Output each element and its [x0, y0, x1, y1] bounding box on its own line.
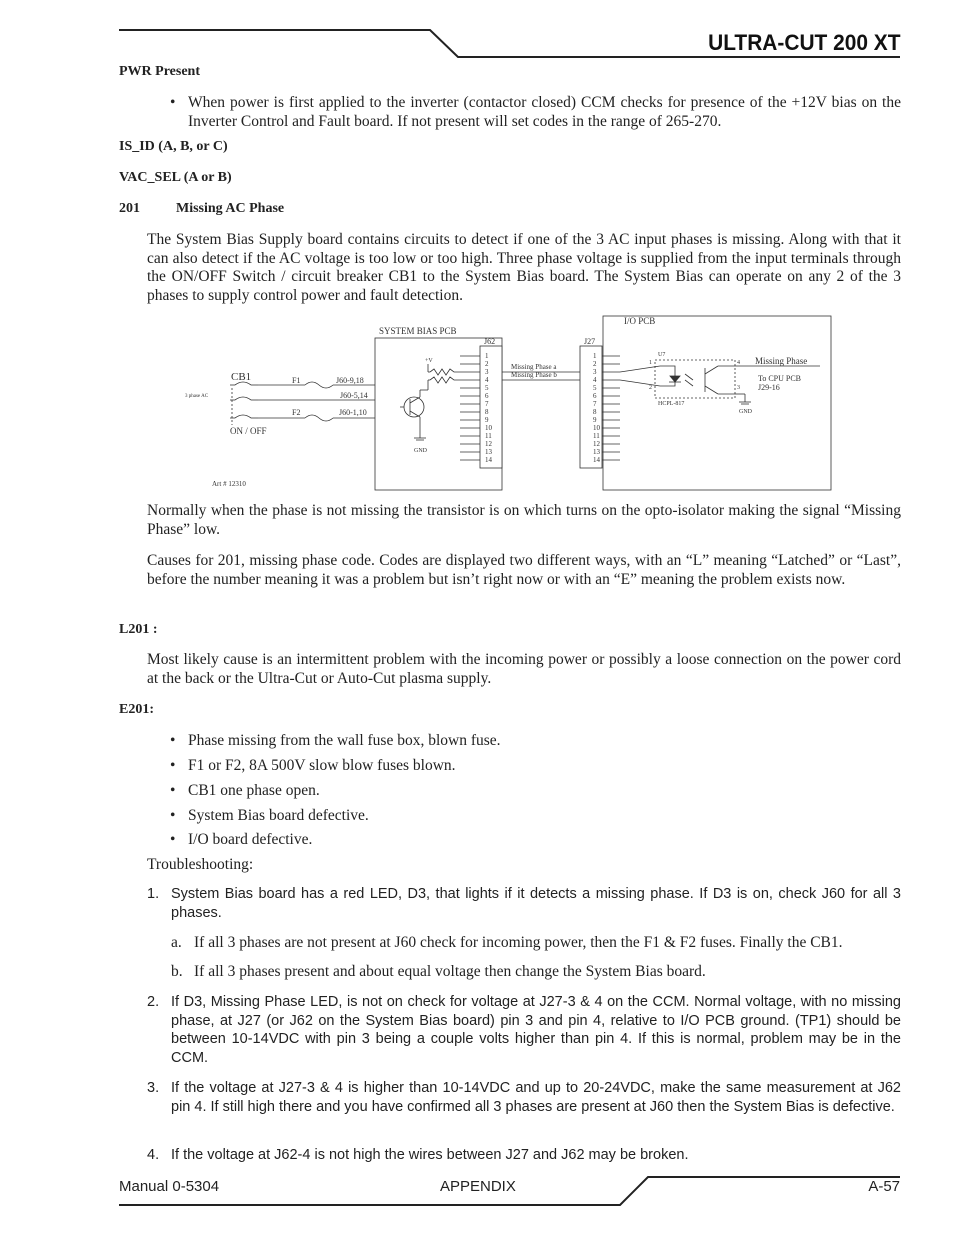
j27-pin-label: 5	[593, 384, 597, 392]
missing-ac-paragraph: The System Bias Supply board contains circuits to detect if one of the 3 AC input phases is missing. Along with that it can also detect if the AC voltage is too low or too high. Three phase voltage is supplied from the input terminals through the ON/OFF Switch / circuit breaker CB1 to the System Bias board. The System Bias can operate on any 2 of the 3 phases to supply control power and fault detection.	[147, 231, 901, 304]
step-number: 4.	[147, 1147, 160, 1163]
j27-pin-label: 11	[593, 432, 600, 440]
e201-bullet: I/O board defective.	[188, 831, 313, 848]
step-text: If D3, Missing Phase LED, is not on check for voltage at J27-3 & 4 on the CCM. Normal voltage, with no missing phase, at J27 (or J62 on the System Bias board) pin 3 and pin 4, relative to I/O PCB ground. (TP1) should be between 10-14VDC with pin 3 being a couple volts higher than pin 4. If this is normal, problem may be in the CCM.	[171, 994, 901, 1066]
j27-pin-label: 13	[593, 448, 600, 456]
j62-label: J62	[484, 337, 496, 346]
art-number: Art # 12310	[212, 480, 246, 488]
j27-pin-label: 12	[593, 440, 600, 448]
missing-phase-b-label: Missing Phase b	[511, 371, 557, 379]
cb1-label: CB1	[231, 371, 252, 383]
j62-pin-label: 10	[485, 424, 492, 432]
j27-pin-label: 14	[593, 456, 600, 464]
to-cpu-pcb-label: To CPU PCB	[758, 374, 802, 383]
u7-label: U7	[658, 352, 666, 358]
j62-pin-label: 3	[485, 368, 489, 376]
substep-letter: b.	[171, 963, 183, 980]
e201-bullet: CB1 one phase open.	[188, 782, 320, 799]
j27-pin-label: 2	[593, 360, 597, 368]
j62-pin-label: 7	[485, 400, 489, 408]
heading-vac-sel: VAC_SEL (A or B)	[119, 170, 232, 185]
j62-pin-label: 12	[485, 440, 492, 448]
step-number: 2.	[147, 994, 160, 1010]
document-title: ULTRA-CUT 200 XT	[707, 30, 900, 55]
system-bias-pcb-label: SYSTEM BIAS PCB	[379, 326, 457, 336]
heading-is-id: IS_ID (A, B, or C)	[119, 139, 228, 154]
j27-pin-label: 6	[593, 392, 597, 400]
bullet-marker: •	[170, 732, 176, 749]
heading-pwr-present: PWR Present	[119, 64, 200, 79]
manual-number: Manual 0-5304	[119, 1178, 220, 1195]
bullet-marker: •	[170, 94, 176, 111]
bullet-marker: •	[170, 782, 176, 799]
bullet-marker: •	[170, 831, 176, 848]
e201-bullet: F1 or F2, 8A 500V slow blow fuses blown.	[188, 757, 456, 774]
j62-pin-label: 14	[485, 456, 492, 464]
hcpl-label: HCPL-817	[658, 401, 685, 407]
troubleshooting-label: Troubleshooting:	[147, 856, 254, 873]
missing-phase-a-label: Missing Phase a	[511, 363, 557, 371]
j27-pin-label: 4	[593, 376, 597, 384]
step-number: 3.	[147, 1080, 160, 1096]
normal-operation-paragraph: Normally when the phase is not missing the transistor is on which turns on the opto-isolator making the signal “Missing Phase” low.	[147, 502, 901, 538]
opto-pin-2: 2	[649, 385, 652, 391]
heading-missing-ac-phase: Missing AC Phase	[176, 201, 285, 216]
e201-bullet: System Bias board defective.	[188, 807, 369, 824]
j62-pin-label: 9	[485, 416, 489, 424]
j62-pin-label: 4	[485, 376, 489, 384]
j62-pin-label: 2	[485, 360, 489, 368]
missing-phase-schematic	[0, 0, 954, 500]
e201-bullet: Phase missing from the wall fuse box, blown fuse.	[188, 732, 501, 749]
plus-v-label: +V	[425, 358, 433, 364]
on-off-label: ON / OFF	[230, 426, 267, 436]
j60-1-10-label: J60-1,10	[339, 408, 367, 417]
bullet-marker: •	[170, 757, 176, 774]
step-text: System Bias board has a red LED, D3, that lights if it detects a missing phase. If D3 is on, check J60 for all 3 phases.	[171, 886, 901, 921]
substep-text: If all 3 phases present and about equal voltage then change the System Bias board.	[194, 963, 706, 980]
section-name: APPENDIX	[440, 1178, 516, 1195]
j62-pin-label: 1	[485, 352, 489, 360]
j60-9-18-label: J60-9,18	[336, 376, 364, 385]
j62-pin-label: 5	[485, 384, 489, 392]
opto-pin-3: 3	[737, 385, 740, 391]
j62-pin-label: 6	[485, 392, 489, 400]
f1-label: F1	[292, 376, 301, 385]
pwr-present-bullet: When power is first applied to the inverter (contactor closed) CCM checks for presence of the +12V bias on the Inverter Control and Fault board. If not present will set codes in the range of 265-270.	[188, 94, 901, 130]
l201-paragraph: Most likely cause is an intermittent problem with the incoming power or possibly a loose connection on the power cord at the back or the Ultra-Cut or Auto-Cut plasma supply.	[147, 651, 901, 687]
causes-paragraph: Causes for 201, missing phase code. Codes are displayed two different ways, with an “L” meaning “Latched” or “Last”, before the number meaning it was a problem but isn’t right now or with an “E” meaning the problem exists now.	[147, 552, 901, 588]
j27-pin-label: 7	[593, 400, 597, 408]
j27-pin-label: 1	[593, 352, 597, 360]
step-text: If the voltage at J27-3 & 4 is higher than 10-14VDC and up to 20-24VDC, make the same measurement at J62 pin 4. If still high there and you have confirmed all 3 phases are present at J60 then the System Bias is defective.	[171, 1080, 901, 1115]
step-text: If the voltage at J62-4 is not high the wires between J27 and J62 may be broken.	[171, 1147, 689, 1163]
gnd-label-io: GND	[739, 409, 752, 415]
io-pcb-label: I/O PCB	[624, 316, 656, 326]
gnd-label-bias: GND	[414, 448, 427, 454]
substep-text: If all 3 phases are not present at J60 check for incoming power, then the F1 & F2 fuses. Finally the CB1.	[194, 934, 843, 951]
j60-5-14-label: J60-5,14	[340, 391, 368, 400]
j27-pin-label: 9	[593, 416, 597, 424]
heading-l201: L201 :	[119, 622, 158, 637]
heading-e201: E201:	[119, 702, 154, 717]
f2-label: F2	[292, 408, 301, 417]
j29-16-label: J29-16	[758, 383, 780, 392]
step-number: 1.	[147, 886, 160, 902]
three-phase-ac-label: 3 phase AC	[185, 394, 209, 399]
j62-pin-label: 13	[485, 448, 492, 456]
j62-pin-label: 11	[485, 432, 492, 440]
substep-letter: a.	[171, 934, 182, 951]
page-number: A-57	[868, 1178, 900, 1195]
j27-pin-label: 3	[593, 368, 597, 376]
j62-pin-label: 8	[485, 408, 489, 416]
j27-pin-label: 10	[593, 424, 600, 432]
j27-label: J27	[584, 337, 596, 346]
section-code-201: 201	[119, 201, 140, 216]
missing-phase-label: Missing Phase	[755, 356, 808, 366]
opto-pin-4: 4	[737, 360, 740, 366]
bullet-marker: •	[170, 807, 176, 824]
j27-pin-label: 8	[593, 408, 597, 416]
opto-pin-1: 1	[649, 360, 652, 366]
